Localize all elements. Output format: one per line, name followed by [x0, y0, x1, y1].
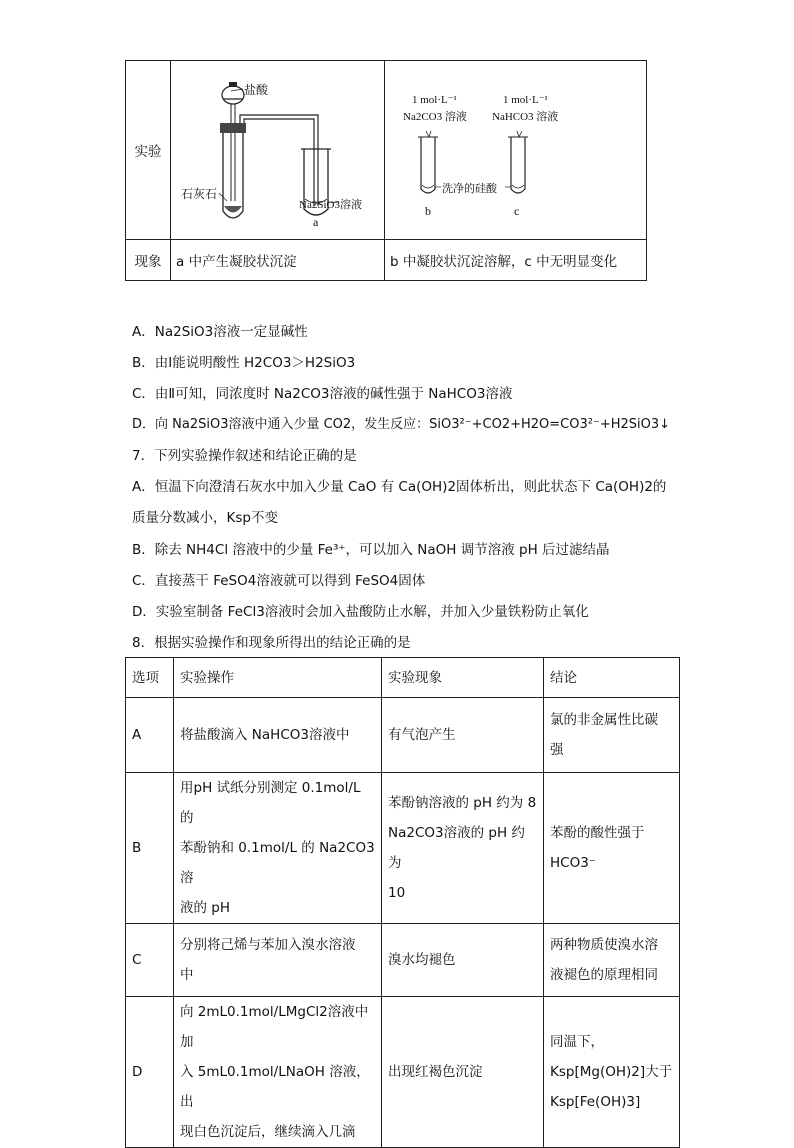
label-limestone: 石灰石: [181, 187, 218, 201]
test-tube-b: [421, 137, 435, 193]
header-phenomenon: 实验现象: [382, 658, 544, 698]
solution-b: Na2CO3 溶液: [403, 111, 467, 123]
experiment-table: [125, 60, 647, 281]
q6-option-a: A．Na2SiO3溶液一定显碱性: [132, 324, 308, 340]
test-tube-c: [511, 137, 525, 193]
row-b-option: B: [126, 773, 174, 924]
conc-b: 1 mol·L⁻¹: [412, 94, 457, 106]
q7-stem: 7．下列实验操作叙述和结论正确的是: [132, 448, 357, 464]
row-c-option: C: [126, 924, 174, 997]
funnel-bulb: [222, 86, 244, 104]
row-a-operation: 将盐酸滴入 NaHCO3溶液中: [174, 698, 382, 773]
q6-option-c: C．由Ⅱ可知，同浓度时 Na2CO3溶液的碱性强于 NaHCO3溶液: [132, 386, 513, 402]
q7-option-a-line2: 质量分数减小，Ksp不变: [132, 510, 278, 526]
q7-option-d: D．实验室制备 FeCl3溶液时会加入盐酸防止水解，并加入少量铁粉防止氧化: [132, 604, 589, 620]
row-b-operation: 用pH 试纸分别测定 0.1mol/L 的 苯酚钠和 0.1mol/L 的 Na2CO3溶 液的 pH: [174, 773, 382, 924]
funnel-stopper: [229, 82, 237, 87]
q6-option-b: B．由Ⅰ能说明酸性 H2CO3＞H2SiO3: [132, 355, 356, 371]
row-c-phenomenon: 溴水均褪色: [382, 924, 544, 997]
row-b-phenomenon: 苯酚钠溶液的 pH 约为 8 Na2CO3溶液的 pH 约为 10: [382, 773, 544, 924]
delivery-tube: [240, 115, 318, 206]
row-c-conclusion: 两种物质使溴水溶 液褪色的原理相同: [544, 924, 680, 997]
row-d-phenomenon: 出现红褐色沉淀: [382, 997, 544, 1148]
label-washed-silicic-acid: 洗净的硅酸: [442, 182, 497, 195]
row-d-operation: 向 2mL0.1mol/LMgCl2溶液中加 入 5mL0.1mol/LNaOH 溶液，出 现白色沉淀后，继续滴入几滴: [174, 997, 382, 1148]
row-a-phenomenon: 有气泡产生: [382, 698, 544, 773]
figure-a-cell: [171, 61, 385, 240]
label-hcl: 盐酸: [244, 83, 269, 97]
row-d-conclusion: 同温下， Ksp[Mg(OH)2]大于 Ksp[Fe(OH)3]: [544, 997, 680, 1148]
stopper: [220, 123, 246, 133]
q7-option-c: C．直接蒸干 FeSO4溶液就可以得到 FeSO4固体: [132, 573, 426, 589]
row-a-conclusion: 氯的非金属性比碳 强: [544, 698, 680, 773]
header-conclusion: 结论: [544, 658, 680, 698]
q8-table: [125, 657, 680, 1148]
row-c-operation: 分别将己烯与苯加入溴水溶液 中: [174, 924, 382, 997]
row-b-conclusion: 苯酚的酸性强于 HCO3⁻: [544, 773, 680, 924]
row-a-option: A: [126, 698, 174, 773]
solution-c: NaHCO3 溶液: [492, 111, 559, 123]
phenomenon-bc: b 中凝胶状沉淀溶解，c 中无明显变化: [385, 240, 647, 281]
letter-c: c: [514, 204, 520, 218]
header-option: 选项: [126, 658, 174, 698]
letter-b: b: [425, 204, 431, 218]
q7-option-b: B．除去 NH4Cl 溶液中的少量 Fe³⁺，可以加入 NaOH 调节溶液 pH 后过滤结晶: [132, 542, 610, 558]
arrow-c: [517, 131, 522, 137]
phenomenon-a: a 中产生凝胶状沉淀: [171, 240, 385, 281]
apparatus-a-figure: [171, 61, 384, 239]
large-test-tube: [223, 133, 243, 218]
letter-a: a: [313, 215, 319, 229]
q8-stem: 8．根据实验操作和现象所得出的结论正确的是: [132, 635, 411, 651]
row-label-phenomenon: 现象: [126, 240, 171, 281]
row-label-experiment: 实验: [126, 61, 171, 240]
header-operation: 实验操作: [174, 658, 382, 698]
label-na2sio3-text: Na2SiO3溶液: [299, 199, 362, 211]
q7-option-a-line1: A．恒温下向澄清石灰水中加入少量 CaO 有 Ca(OH)2固体析出，则此状态下 Ca(OH)2的: [132, 479, 667, 495]
q6-option-d: D．向 Na2SiO3溶液中通入少量 CO2，发生反应：SiO3²⁻+CO2+H2O=CO3²⁻+H2SiO3↓: [132, 417, 671, 432]
figure-bc-cell: [385, 61, 647, 240]
row-d-option: D: [126, 997, 174, 1148]
conc-c: 1 mol·L⁻¹: [503, 94, 548, 106]
arrow-b: [426, 131, 431, 137]
